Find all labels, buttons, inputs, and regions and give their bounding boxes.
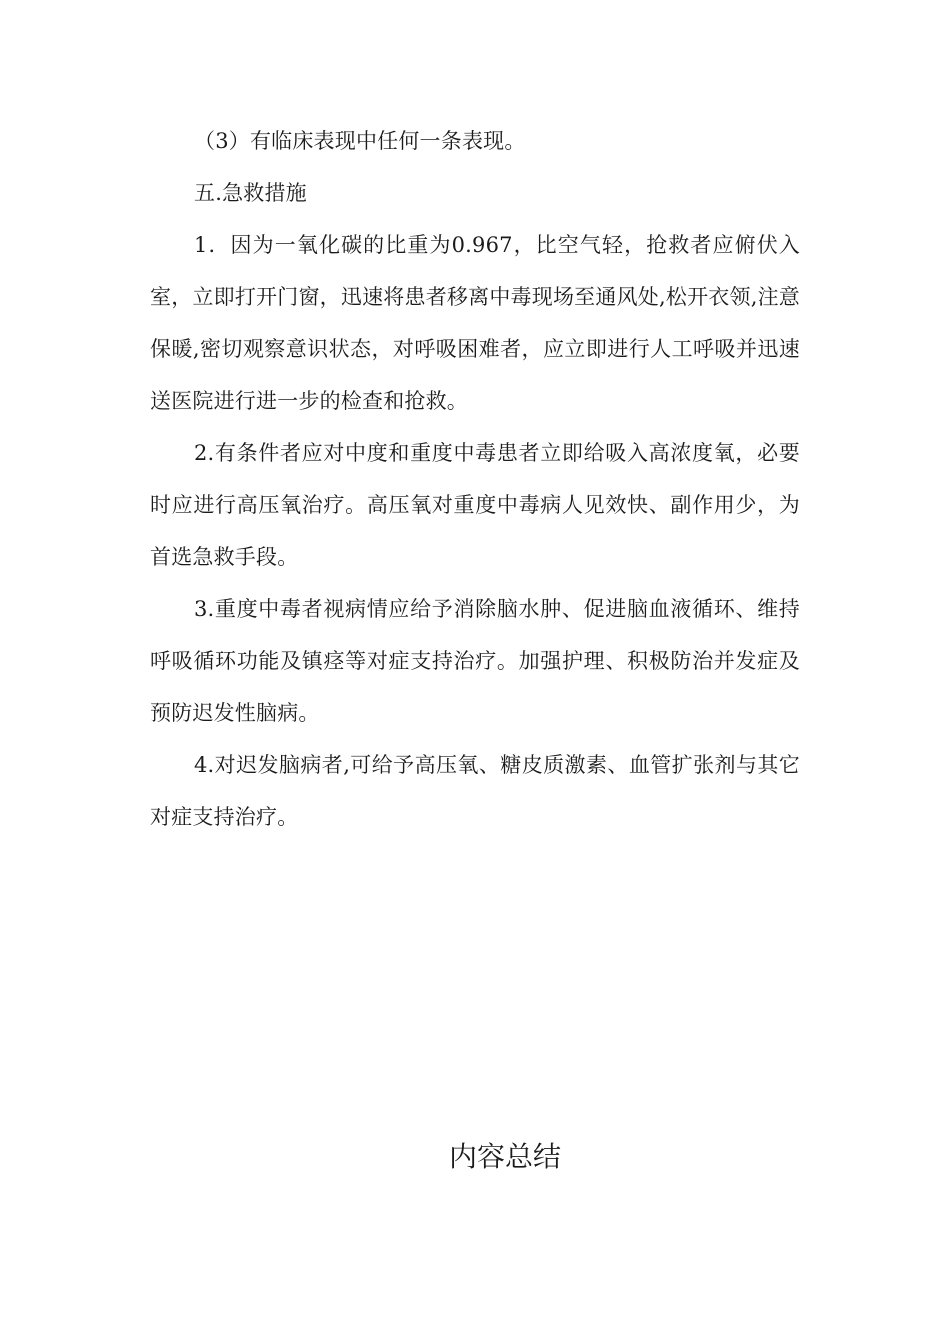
document-body [150,115,800,843]
paragraph-measure-4: 4.对迟发脑病者,可给予高压氧、糖皮质激素、血管扩张剂与其它对症支持治疗。 [150,753,800,829]
paragraph-measure-1: 1．因为一氧化碳的比重为0.967，比空气轻，抢救者应俯伏入室，立即打开门窗，迅速将患者移离中毒现场至通风处,松开衣领,注意保暖,密切观察意识状态，对呼吸困难者，应立即进行人工呼吸并迅速送医院进行进一步的检查和抢救。 [150,233,800,413]
summary-title: 内容总结 [448,1140,561,1173]
paragraph-measure-2: 2.有条件者应对中度和重度中毒患者立即给吸入高浓度氧，必要时应进行高压氧治疗。高压氧对重度中毒病人见效快、副作用少，为首选急救手段。 [150,441,800,569]
paragraph-measure-3: 3.重度中毒者视病情应给予消除脑水肿、促进脑血液循环、维持呼吸循环功能及镇痉等对症支持治疗。加强护理、积极防治并发症及预防迟发性脑病。 [150,597,800,725]
section-heading-first-aid: 五.急救措施 [194,181,307,205]
paragraph-criteria-3: （3）有临床表现中任何一条表现。 [194,129,526,153]
